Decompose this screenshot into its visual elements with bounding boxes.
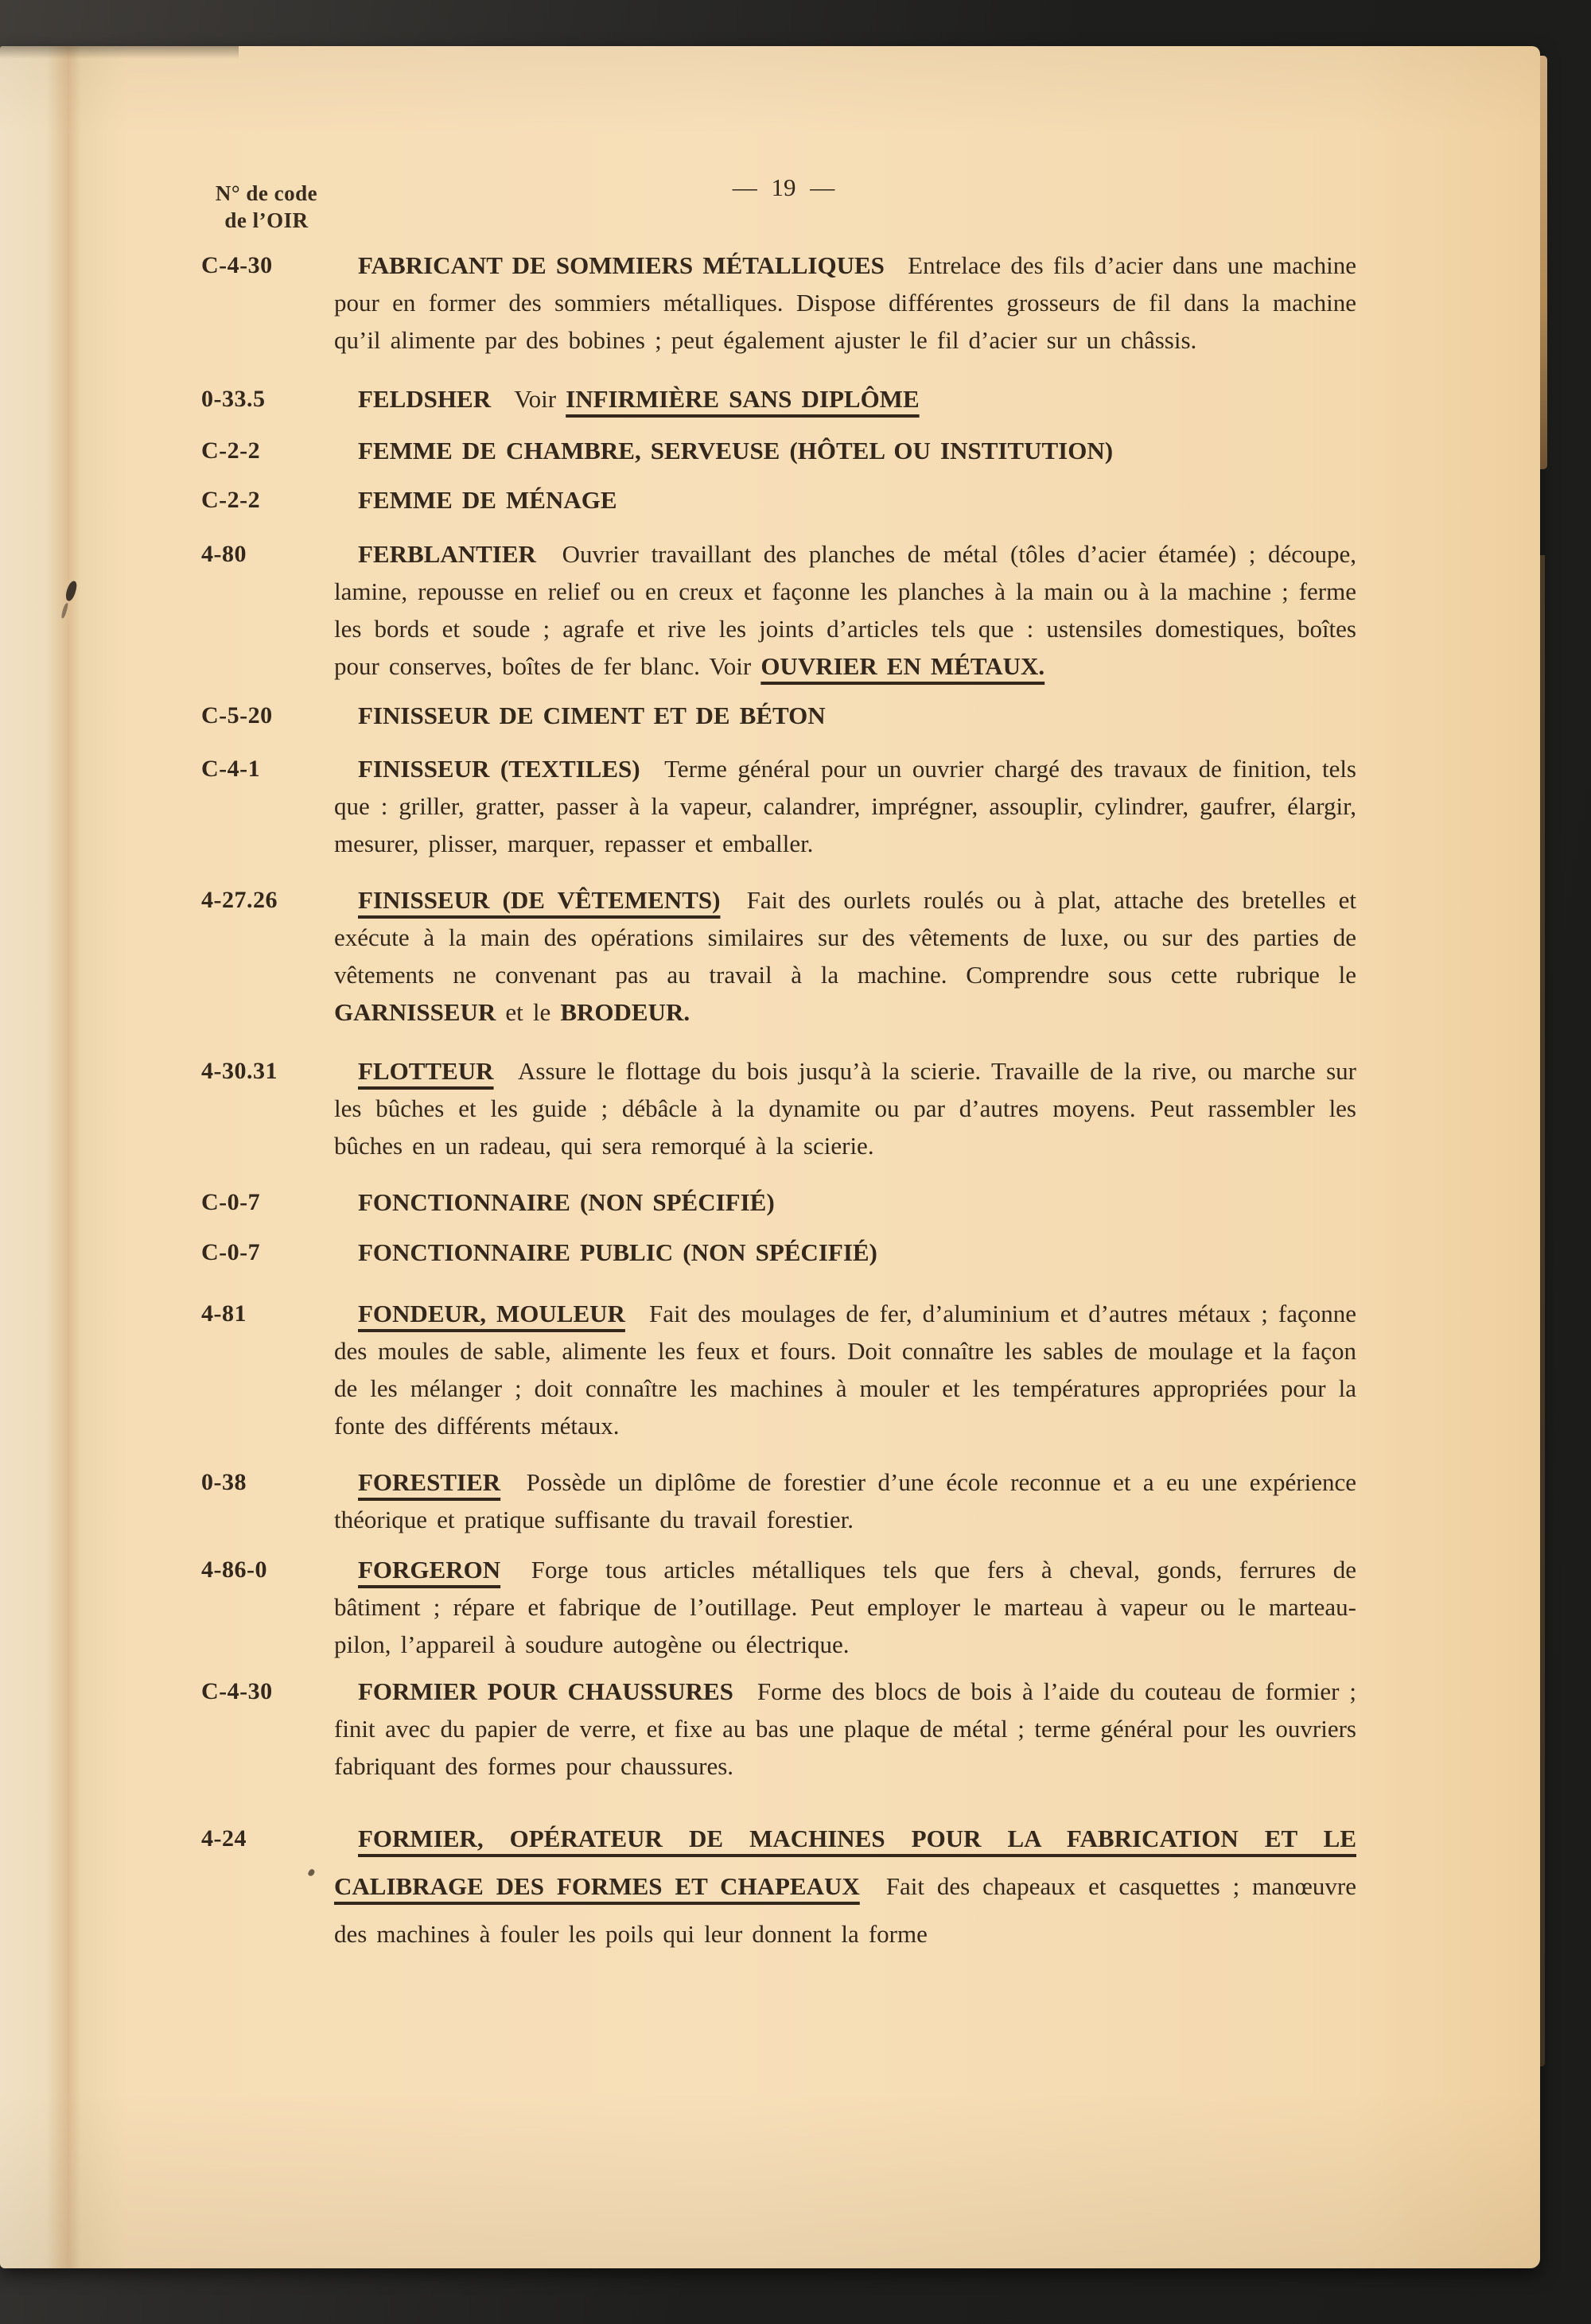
entry-code: 4-86-0: [201, 1556, 267, 1583]
entry-segment: Terme général pour un ouvrier chargé des travaux de finition, tels que : griller, gratter, passer à la vapeur, calandrer, imprégner, assouplir, cylindrer, gaufrer, élargir, mesurer, plisser, marquer, repasser et emballer.: [334, 755, 1356, 857]
entry-row: [0, 1551, 1540, 1663]
entry-row: [0, 1183, 1540, 1221]
entry-code: C-2-2: [201, 487, 261, 513]
entry-row: [0, 750, 1540, 862]
entry-code: 4-81: [201, 1300, 247, 1327]
entry-text: [334, 750, 1356, 862]
entry-segment: Forge tous articles métalliques tels que fers à cheval, gonds, ferrures de bâtiment ; répare et fabrique de l’outillage. Peut employer le marteau à vapeur ou le marteau-pilon, l’appareil à soudure autogène ou électrique.: [334, 1556, 1357, 1658]
entry-text: [334, 1052, 1356, 1164]
entry-segment: FINISSEUR (DE VÊTEMENTS): [358, 886, 721, 914]
entry-segment: GARNISSEUR: [334, 998, 496, 1026]
page-stack-edge-lower: [1540, 555, 1545, 2066]
entry-text: [334, 1673, 1356, 1785]
entry-row: [0, 481, 1540, 519]
entry-code: 4-30.31: [201, 1058, 278, 1084]
entry-row: [0, 1295, 1540, 1444]
entry-code: C-4-1: [201, 756, 261, 782]
entry-code: C-0-7: [201, 1239, 261, 1265]
entry-text: [334, 1551, 1356, 1663]
entry-text: [334, 1234, 1356, 1271]
entry-row: [0, 1673, 1540, 1785]
entry-segment: FEMME DE MÉNAGE: [358, 486, 617, 514]
entry-row: [0, 881, 1540, 1031]
entry-segment: et le: [505, 998, 551, 1026]
entry-segment: Fait des moulages de fer, d’aluminium et d’autres métaux ; façonne des moules de sable, alimente les feux et fours. Doit connaître les sables de moulage et la façon de les mélanger ; doit connaître les machines à mouler et les températures appropriées pour la fonte des différents métaux.: [334, 1300, 1356, 1440]
code-label-line2: de l’OIR: [224, 208, 309, 232]
entry-code: C-2-2: [201, 437, 261, 464]
entry-segment: INFIRMIÈRE SANS DIPLÔME: [566, 385, 920, 413]
page-number: — 19 —: [732, 173, 835, 201]
page-stack-edge: [1540, 56, 1547, 469]
entry-text: [334, 432, 1356, 469]
entry-segment: Fait des chapeaux et casquettes ; manœuvre des machines à fouler les poils qui leur donnent la forme: [334, 1872, 1357, 1948]
entry-segment: Voir: [709, 652, 752, 680]
entry-code: 4-24: [201, 1825, 247, 1852]
entry-code: C-4-30: [201, 1678, 273, 1704]
entry-segment: Possède un diplôme de forestier d’une école reconnue et a eu une expérience théorique et pratique suffisante du travail forestier.: [334, 1468, 1356, 1533]
entry-segment: Forme des blocs de bois à l’aide du couteau de formier ; finit avec du papier de verre, et fixe au bas une plaque de métal ; terme général pour les ouvriers fabriquant des formes pour chaussures.: [334, 1677, 1356, 1780]
entry-segment: FORMIER, OPÉRATEUR DE MACHINES POUR LA FABRICATION ET LE CALIBRAGE DES FORMES ET CHAPEAUX: [334, 1825, 1356, 1900]
entry-text: [334, 1183, 1356, 1221]
entry-segment: OUVRIER EN MÉTAUX.: [760, 652, 1045, 680]
entry-text: [334, 1815, 1356, 1958]
document-page: [0, 46, 1540, 2268]
entry-segment: FONCTIONNAIRE PUBLIC (NON SPÉCIFIÉ): [358, 1238, 877, 1266]
entry-segment: FEMME DE CHAMBRE, SERVEUSE (HÔTEL OU INSTITUTION): [358, 437, 1114, 464]
page-top-shadow: [0, 46, 239, 59]
entry-code: 4-80: [201, 541, 247, 567]
entry-row: [0, 697, 1540, 734]
entry-code: 0-33.5: [201, 386, 266, 412]
entry-segment: FLOTTEUR: [358, 1057, 494, 1085]
entry-segment: FERBLANTIER: [358, 540, 536, 568]
entry-code: C-0-7: [201, 1189, 261, 1215]
entry-segment: FORMIER POUR CHAUSSURES: [358, 1677, 733, 1705]
entry-segment: Assure le flottage du bois jusqu’à la scierie. Travaille de la rive, ou marche sur les bûches et les guide ; débâcle à la dynamite ou par d’autres moyens. Peut rassembler les bûches en un radeau, qui sera remorqué à la scierie.: [334, 1057, 1357, 1160]
entry-row: [0, 1234, 1540, 1271]
entries: [0, 247, 1540, 1958]
entry-row: [0, 535, 1540, 685]
entry-code: C-5-20: [201, 702, 273, 729]
entry-segment: BRODEUR.: [560, 998, 690, 1026]
code-label-line1: N° de code: [215, 181, 318, 205]
entry-row: [0, 1815, 1540, 1958]
entry-row: [0, 1463, 1540, 1538]
entry-segment: Entrelace des fils d’acier dans une machine pour en former des sommiers métalliques. Dispose différentes grosseurs de fil dans la machine qu’il alimente par des bobines ; peut également ajuster le fil d’acier sur un châssis.: [334, 251, 1357, 354]
entry-segment: FINISSEUR (TEXTILES): [358, 755, 640, 783]
entry-text: [334, 1295, 1356, 1444]
entry-row: [0, 432, 1540, 469]
entry-text: [334, 247, 1356, 359]
entry-text: [334, 380, 1356, 418]
entry-segment: FONCTIONNAIRE (NON SPÉCIFIÉ): [358, 1188, 775, 1216]
entry-row: [0, 1052, 1540, 1164]
entry-segment: FABRICANT DE SOMMIERS MÉTALLIQUES: [358, 251, 885, 279]
entry-text: [334, 1463, 1356, 1538]
entry-text: [334, 481, 1356, 519]
entry-row: [0, 247, 1540, 359]
entry-segment: Ouvrier travaillant des planches de métal (tôles d’acier étamée) ; découpe, lamine, repousse en relief ou en creux et façonne les planches à la main ou à la machine ; ferme les bords et soude ; agrafe et rive les joints d’articles tels que : ustensiles domestiques, boîtes pour conserves, boîtes de fer blanc.: [334, 540, 1356, 680]
entry-segment: Fait des ourlets roulés ou à plat, attache des bretelles et exécute à la main des opérations similaires sur des vêtements de luxe, ou sur des parties de vêtements ne convenant pas au travail à la machine. Comprendre sous cette rubrique le: [334, 886, 1356, 989]
entry-segment: Voir: [514, 385, 557, 413]
entry-segment: FORGERON: [358, 1556, 501, 1584]
entry-text: [334, 881, 1356, 1031]
entry-segment: FORESTIER: [358, 1468, 501, 1496]
entry-code: 4-27.26: [201, 887, 278, 913]
code-column-label: [199, 180, 334, 234]
entry-segment: FONDEUR, MOULEUR: [358, 1300, 625, 1327]
entry-segment: FINISSEUR DE CIMENT ET DE BÉTON: [358, 701, 826, 729]
entry-code: C-4-30: [201, 252, 273, 278]
entry-row: [0, 380, 1540, 418]
entry-code: 0-38: [201, 1469, 247, 1495]
entry-segment: FELDSHER: [358, 385, 492, 413]
entry-text: [334, 697, 1356, 734]
entry-text: [334, 535, 1356, 685]
